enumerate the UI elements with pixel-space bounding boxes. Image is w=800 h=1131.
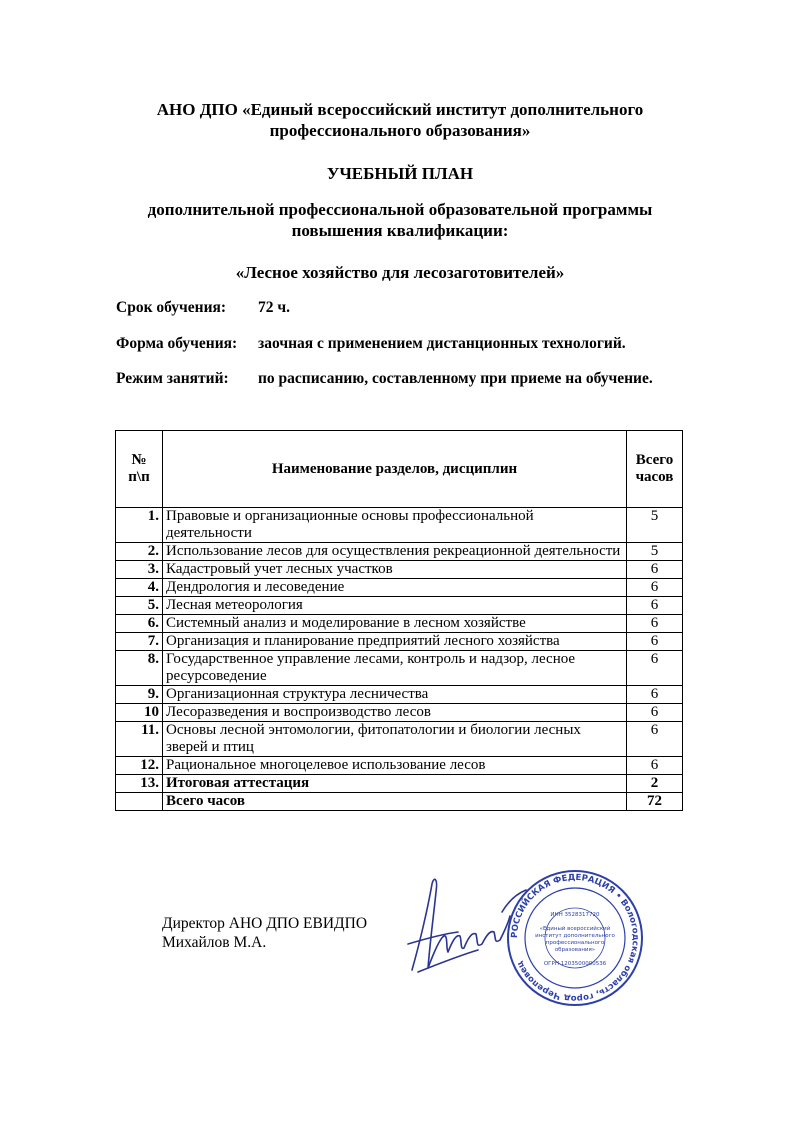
row-num: 5. bbox=[116, 597, 163, 615]
duration-value: 72 ч. bbox=[258, 299, 290, 316]
row-hours: 6 bbox=[627, 597, 683, 615]
final-name: Итоговая аттестация bbox=[163, 775, 627, 793]
row-hours: 5 bbox=[627, 543, 683, 561]
row-name: Организация и планирование предприятий лесного хозяйства bbox=[163, 633, 627, 651]
total-hours: 72 bbox=[627, 793, 683, 811]
table-row bbox=[116, 633, 683, 651]
header-num: № п\п bbox=[116, 431, 163, 508]
row-hours: 6 bbox=[627, 579, 683, 597]
row-hours: 6 bbox=[627, 722, 683, 757]
row-name: Лесная метеорология bbox=[163, 597, 627, 615]
row-name: Использование лесов для осуществления рекреационной деятельности bbox=[163, 543, 627, 561]
row-hours: 6 bbox=[627, 704, 683, 722]
row-name: Правовые и организационные основы профессиональной деятельности bbox=[163, 508, 627, 543]
row-hours: 5 bbox=[627, 508, 683, 543]
row-num: 6. bbox=[116, 615, 163, 633]
meta-form bbox=[116, 335, 626, 353]
row-num: 1. bbox=[116, 508, 163, 543]
table-row bbox=[116, 651, 683, 686]
meta-duration bbox=[116, 299, 290, 317]
curriculum-table bbox=[115, 430, 683, 811]
total-num bbox=[116, 793, 163, 811]
table-row bbox=[116, 757, 683, 775]
signatory-block bbox=[162, 914, 367, 952]
row-name: Системный анализ и моделирование в лесном хозяйстве bbox=[163, 615, 627, 633]
row-name: Государственное управление лесами, контроль и надзор, лесное ресурсоведение bbox=[163, 651, 627, 686]
subtitle-line1: дополнительной профессиональной образовательной программы bbox=[147, 200, 653, 219]
row-num: 3. bbox=[116, 561, 163, 579]
row-num: 10 bbox=[116, 704, 163, 722]
row-hours: 6 bbox=[627, 633, 683, 651]
org-name-line2: профессионального образования» bbox=[269, 121, 531, 140]
final-row bbox=[116, 775, 683, 793]
stamp-ogrn: ОГРН 1203500000536 bbox=[543, 961, 607, 967]
stamp-outer-text: РОССИЙСКАЯ ФЕДЕРАЦИЯ • Вологодская область, город Череповец bbox=[509, 872, 641, 1004]
row-name: Дендрология и лесоведение bbox=[163, 579, 627, 597]
mode-label: Режим занятий: bbox=[116, 370, 229, 387]
subtitle-line2: повышения квалификации: bbox=[291, 221, 509, 240]
row-num: 12. bbox=[116, 757, 163, 775]
total-row bbox=[116, 793, 683, 811]
row-hours: 6 bbox=[627, 651, 683, 686]
table-row bbox=[116, 615, 683, 633]
table-row bbox=[116, 561, 683, 579]
form-label: Форма обучения: bbox=[116, 335, 238, 352]
header-hours: Всего часов bbox=[627, 431, 683, 508]
table-row bbox=[116, 597, 683, 615]
stamp-center-1: «Единый всероссийский bbox=[539, 926, 611, 932]
table-body bbox=[116, 508, 683, 811]
stamp-center-4: образования» bbox=[554, 947, 596, 953]
table-row bbox=[116, 704, 683, 722]
row-hours: 6 bbox=[627, 757, 683, 775]
mode-value: по расписанию, составленному при приеме на обучение. bbox=[258, 370, 653, 387]
final-hours: 2 bbox=[627, 775, 683, 793]
final-num: 13. bbox=[116, 775, 163, 793]
row-num: 8. bbox=[116, 651, 163, 686]
org-name-line1: АНО ДПО «Единый всероссийский институт дополнительного bbox=[156, 100, 644, 119]
signatory-title: Директор АНО ДПО ЕВИДПО bbox=[162, 915, 368, 932]
table-header-row bbox=[116, 431, 683, 508]
table-row bbox=[116, 579, 683, 597]
total-name: Всего часов bbox=[163, 793, 627, 811]
program-name: «Лесное хозяйство для лесозаготовителей» bbox=[235, 263, 565, 282]
row-num: 11. bbox=[116, 722, 163, 757]
row-num: 2. bbox=[116, 543, 163, 561]
row-hours: 6 bbox=[627, 561, 683, 579]
organization-stamp bbox=[505, 868, 645, 1008]
table-row bbox=[116, 722, 683, 757]
row-num: 9. bbox=[116, 686, 163, 704]
form-value: заочная с применением дистанционных технологий. bbox=[258, 335, 626, 352]
meta-mode bbox=[116, 370, 653, 388]
org-name bbox=[0, 99, 800, 141]
row-name: Основы лесной энтомологии, фитопатологии и биологии лесных зверей и птиц bbox=[163, 722, 627, 757]
table-row bbox=[116, 686, 683, 704]
stamp-inn: ИНН 3528317720 bbox=[550, 912, 600, 918]
stamp-center-2: институт дополнительного bbox=[535, 933, 615, 939]
row-name: Организационная структура лесничества bbox=[163, 686, 627, 704]
program-subtitle bbox=[0, 199, 800, 241]
row-name: Кадастровый учет лесных участков bbox=[163, 561, 627, 579]
table-row bbox=[116, 543, 683, 561]
row-num: 7. bbox=[116, 633, 163, 651]
row-hours: 6 bbox=[627, 686, 683, 704]
row-num: 4. bbox=[116, 579, 163, 597]
doc-title: УЧЕБНЫЙ ПЛАН bbox=[326, 164, 474, 183]
stamp-center-3: профессионального bbox=[545, 940, 605, 946]
duration-label: Срок обучения: bbox=[116, 299, 227, 316]
table-row bbox=[116, 508, 683, 543]
signatory-name: Михайлов М.А. bbox=[162, 934, 267, 951]
row-name: Рациональное многоцелевое использование лесов bbox=[163, 757, 627, 775]
row-name: Лесоразведения и воспроизводство лесов bbox=[163, 704, 627, 722]
header-name: Наименование разделов, дисциплин bbox=[163, 431, 627, 508]
row-hours: 6 bbox=[627, 615, 683, 633]
